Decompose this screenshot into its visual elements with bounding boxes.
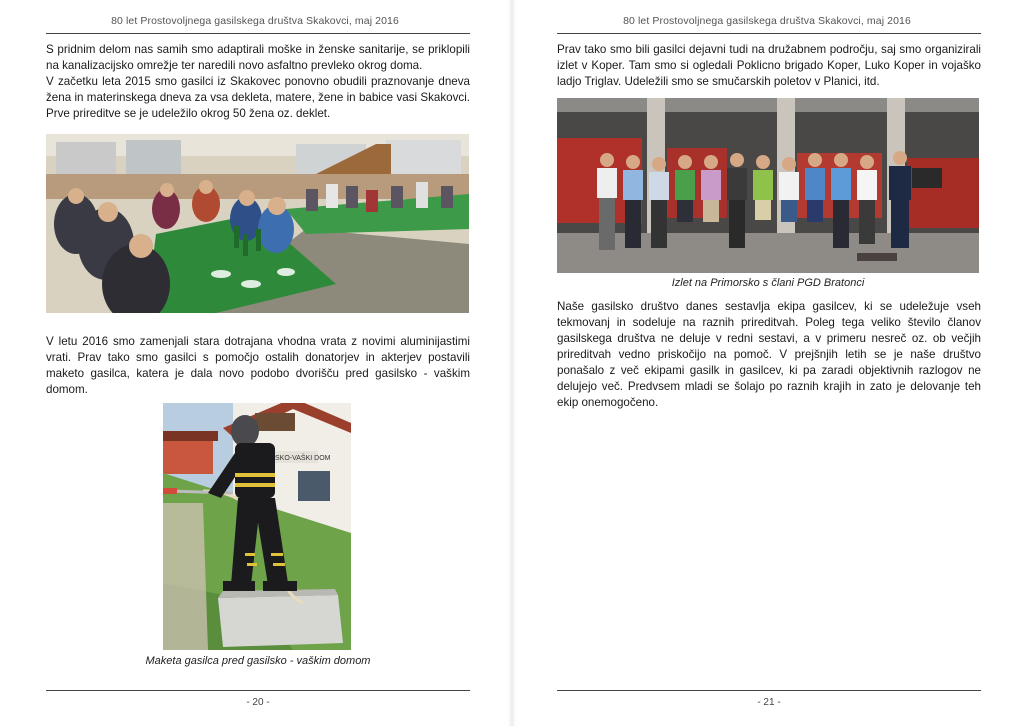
photo-celebration-hall [46, 134, 469, 313]
paragraph: S pridnim delom nas samih smo adaptirali moške in ženske sanitarije, se priklopili na kanalizacijsko omrežje ter naredili novo asfaltno prevleko okrog doma. [46, 43, 470, 72]
figure-caption: Maketa gasilca pred gasilsko - vaškim domom [145, 655, 371, 667]
page-number: - 21 - [757, 697, 781, 708]
photo-firefighter-statue [163, 403, 351, 650]
figure-caption: Izlet na Primorsko s člani PGD Bratonci [671, 277, 865, 289]
sign-text: SKO-VAŠKI DOM [275, 455, 331, 462]
paragraph: Naše gasilsko društvo danes sestavlja ekipa gasilcev, ki se udeležuje vseh tekmovanj in sodeluje na raznih prireditvah. Poleg tega veliko število članov gasilskega društva ne deluje v redni sestavi, a v primeru nesreč oz. ob večjih prireditvah vedno priskočijo na pomoč. V prejšnjih letih se je naše društvo ponašalo z več ekipami gasilk in gasilcev, ki pa zaradi objektivnih razlogov ne delujejo več. Predvsem mladi se šolajo po raznih krajih in zato je delovanje teh ekip onemogočeno. [557, 300, 981, 409]
paragraph: Prav tako smo bili gasilci dejavni tudi na družabnem področju, saj smo organizirali izlet v Koper. Tam smo si ogledali Poklicno brigado Koper, Luko Koper in vojaško ladjo Triglav. Udeležili smo se smučarskih poletov v Planici, itd. [557, 43, 981, 88]
body-text-1 [557, 42, 981, 90]
running-header: 80 let Prostovoljnega gasilskega društva Skakovci, maj 2016 [623, 15, 911, 27]
paragraph: V letu 2016 smo zamenjali stara dotrajana vhodna vrata z novimi aluminijastimi vrati. Prav tako smo gasilci s pomočjo ostalih donatorjev in akterjev postavili maketo gasilca, katera je dala novo podobo dvorišču pred gasilsko - vaškim domom. [46, 335, 470, 396]
right-page [512, 0, 1024, 726]
running-header: 80 let Prostovoljnega gasilskega društva Skakovci, maj 2016 [111, 15, 399, 27]
photo-group-fire-station [557, 98, 979, 273]
header-rule [46, 33, 470, 34]
header-rule [557, 33, 981, 34]
body-text-2 [46, 334, 470, 398]
footer-rule [557, 690, 981, 691]
body-text-2 [557, 299, 981, 411]
paragraph: V začetku leta 2015 smo gasilci iz Skakovec ponovno obudili praznovanje dneva žena in materinskega dneva za vsa dekleta, matere, žene in babice vasi Skakovci. Prve prireditve se je udeležilo okrog 50 žena oz. deklet. [46, 75, 470, 120]
page-number: - 20 - [246, 697, 270, 708]
footer-rule [46, 690, 470, 691]
body-text-1 [46, 42, 470, 122]
